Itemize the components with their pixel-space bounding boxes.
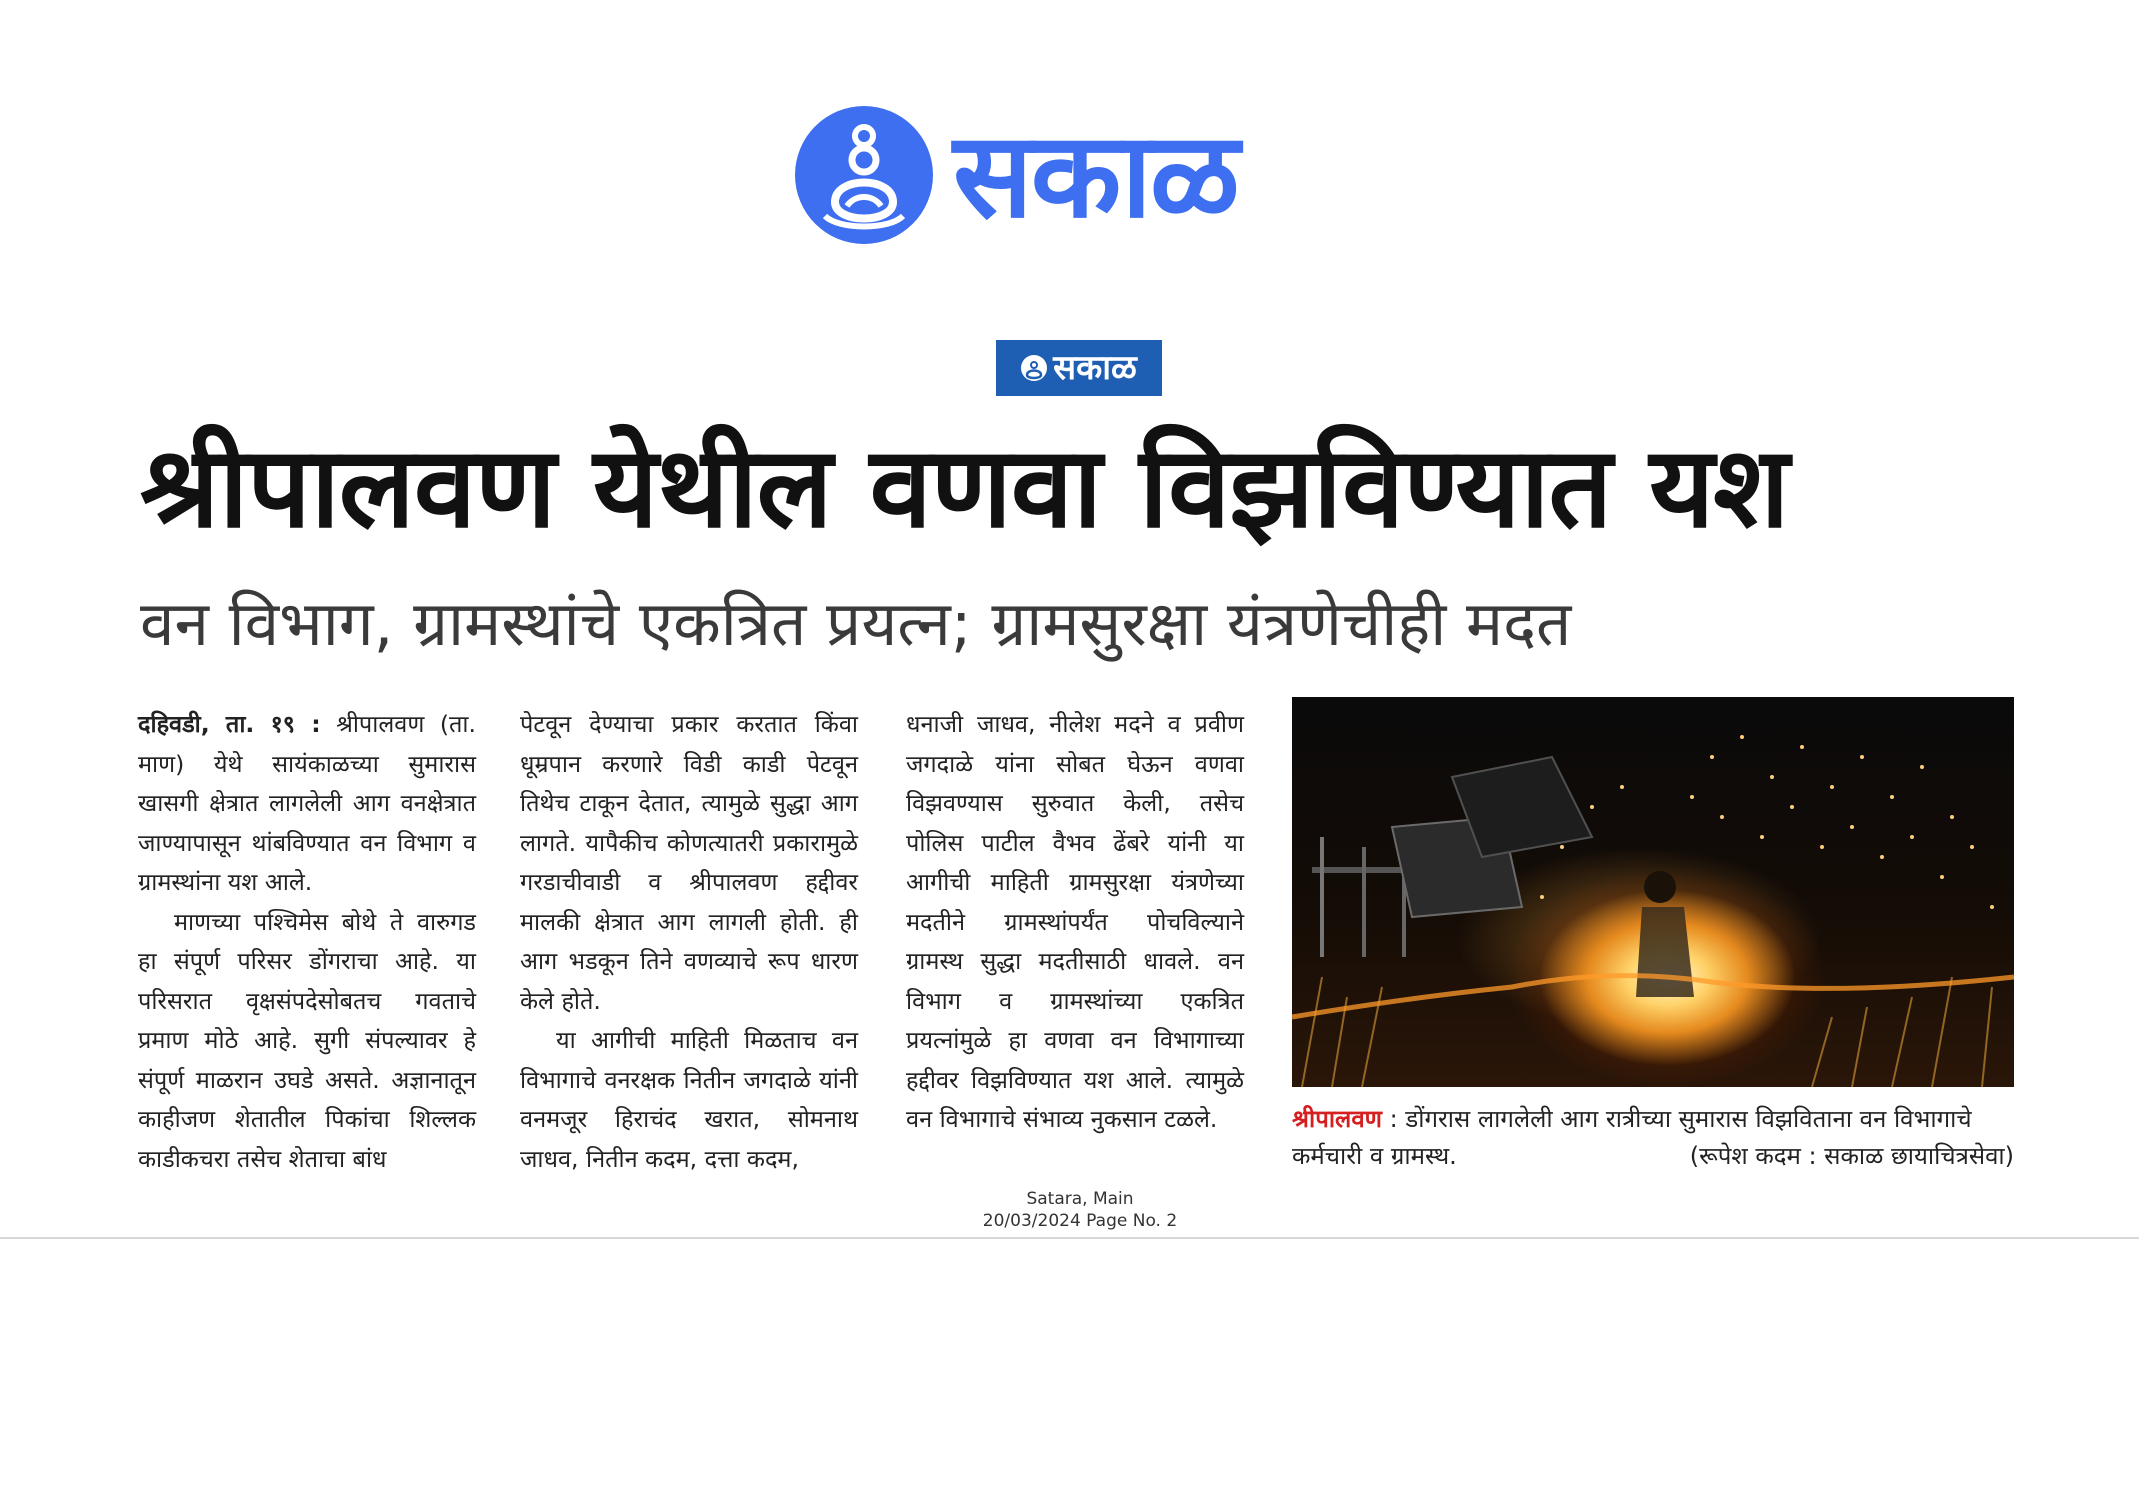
paragraph bbox=[138, 705, 476, 903]
paragraph: धनाजी जाधव, नीलेश मदने व प्रवीण जगदाळे यांना सोबत घेऊन वणवा विझवण्यास सुरुवात केली, तसेच पोलिस पाटील वैभव ढेंबरे यांनी या आगीची माहिती ग्रामसुरक्षा यंत्रणेच्या मदतीने ग्रामस्थांपर्यंत पोचविल्याने ग्रामस्थ सुद्धा मदतीसाठी धावले. वन विभाग व ग्रामस्थांच्या एकत्रित प्रयत्नांमुळे हा वणवा वन विभागाच्या हद्दीवर विझविण्यात यश आले. त्यामुळे वन विभागाचे संभाव्य नुकसान टळले. bbox=[906, 710, 1244, 1133]
sakal-emblem-small-icon bbox=[1021, 355, 1047, 381]
article-column-3 bbox=[906, 705, 1244, 1140]
photo-caption bbox=[1292, 1101, 2014, 1175]
date-page-label: 20/03/2024 Page No. 2 bbox=[982, 1211, 1178, 1231]
forest-fire-photo bbox=[1292, 697, 2014, 1087]
photo-credit: (रूपेश कदम : सकाळ छायाचित्रसेवा) bbox=[1689, 1142, 2014, 1170]
dateline: दहिवडी, ता. १९ : bbox=[138, 710, 321, 738]
article-column-1 bbox=[138, 705, 476, 1179]
paragraph: पेटवून देण्याचा प्रकार करतात किंवा धूम्रपान करणारे विडी काडी पेटवून तिथेच टाकून देतात, त्यामुळे सुद्धा आग लागते. यापैकीच कोणत्यातरी प्रकारामुळे गरडाचीवाडी व श्रीपालवण हद्दीवर मालकी क्षेत्रात आग लागली होती. ही आग भडकून तिने वणव्याचे रूप धारण केले होते. bbox=[520, 710, 858, 1015]
masthead-title: सकाळ bbox=[953, 106, 1238, 244]
divider bbox=[0, 1237, 2139, 1239]
caption-lead: श्रीपालवण bbox=[1292, 1105, 1383, 1133]
paragraph: माणच्या पश्चिमेस बोथे ते वारुगड हा संपूर्ण परिसर डोंगराचा आहे. या परिसरात वृक्षसंपदेसोबतच गवताचे प्रमाण मोठे आहे. सुगी संपल्यावर हे संपूर्ण माळरान उघडे असते. अज्ञानातून काहीजण शेतातील पिकांचा शिल्लक काडीकचरा तसेच शेताचा बांध bbox=[138, 907, 476, 1173]
edition-label: Satara, Main bbox=[1026, 1189, 1134, 1209]
article-column-2 bbox=[520, 705, 858, 1179]
caption-text: : डोंगरास लागलेली आग रात्रीच्या सुमारास विझविताना वन विभागाचे कर्मचारी व ग्रामस्थ. bbox=[1292, 1105, 1972, 1170]
article-subheadline: वन विभाग, ग्रामस्थांचे एकत्रित प्रयत्न; ग्रामसुरक्षा यंत्रणेचीही मदत bbox=[140, 587, 1572, 660]
badge-label: सकाळ bbox=[1053, 348, 1137, 388]
paragraph-text: श्रीपालवण (ता. माण) येथे सायंकाळच्या सुमारास खासगी क्षेत्रात लागलेली आग वनक्षेत्रात जाण्यापासून थांबविण्यात वन विभाग व ग्रामस्थांना यश आले. bbox=[138, 710, 476, 896]
section-badge bbox=[996, 340, 1162, 396]
page-footer bbox=[900, 1188, 1260, 1232]
masthead bbox=[795, 100, 1365, 250]
photo-scene bbox=[1292, 697, 2014, 1087]
paragraph: या आगीची माहिती मिळताच वन विभागाचे वनरक्षक नितीन जगदाळे यांनी वनमजूर हिराचंद खरात, सोमनाथ जाधव, नितीन कदम, दत्ता कदम, bbox=[520, 1026, 858, 1173]
article-headline: श्रीपालवण येथील वणवा विझविण्यात यश bbox=[140, 423, 1789, 553]
sakal-emblem-icon bbox=[795, 106, 933, 244]
